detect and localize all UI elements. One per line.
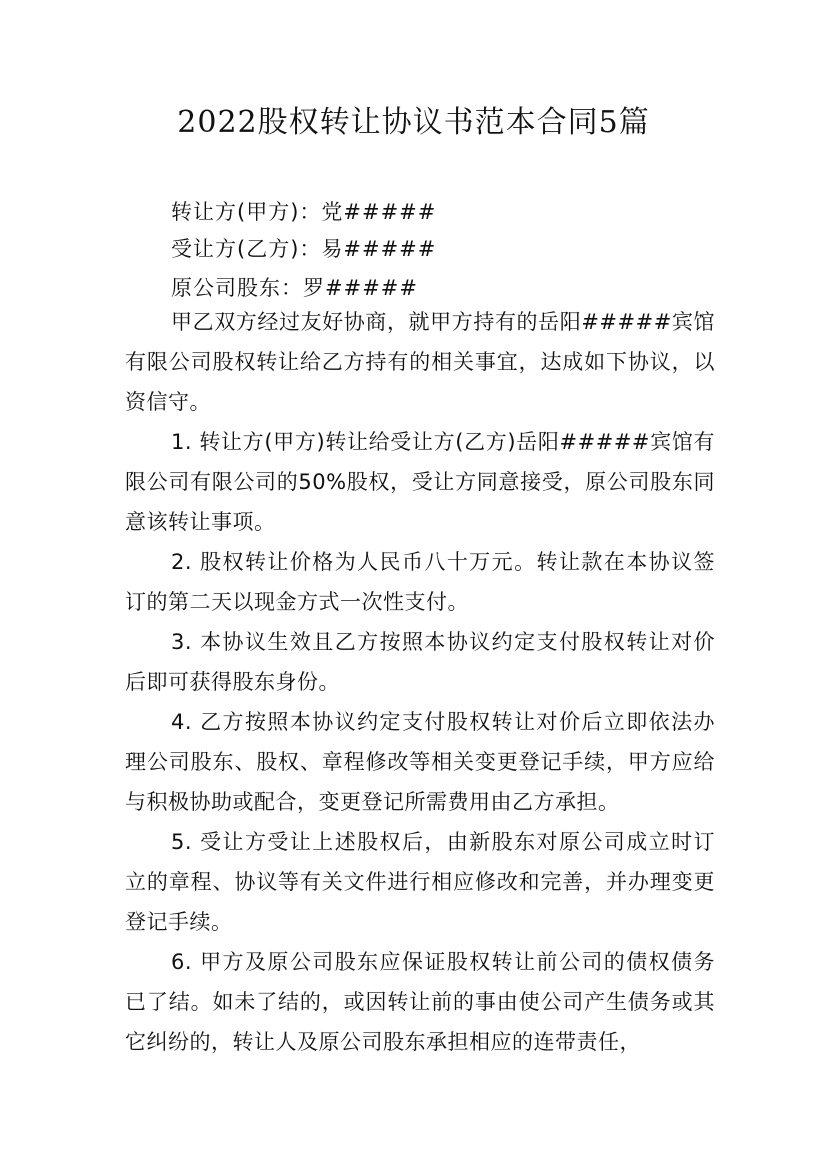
transferor-line: 转让方(甲方)：党##### (171, 200, 437, 224)
clause-5-paragraph: 5. 受让方受让上述股权后，由新股东对原公司成立时订立的章程、协议等有关文件进行相应修改和完善，并办理变更登记手续。 (125, 830, 715, 934)
original-shareholder-line: 原公司股东：罗##### (171, 276, 418, 300)
clause-4-paragraph: 4. 乙方按照本协议约定支付股权转让对价后立即依法办理公司股东、股权、章程修改等相关变更登记手续，甲方应给与积极协助或配合，变更登记所需费用由乙方承担。 (125, 710, 715, 814)
document-body (125, 302, 715, 1062)
clause-3-paragraph: 3. 本协议生效且乙方按照本协议约定支付股权转让对价后即可获得股东身份。 (125, 630, 715, 694)
clause-2-paragraph: 2. 股权转让价格为人民币八十万元。转让款在本协议签订的第二天以现金方式一次性支付。 (125, 550, 715, 614)
clause-1-paragraph: 1. 转让方(甲方)转让给受让方(乙方)岳阳#####宾馆有限公司有限公司的50%股权，受让方同意接受，原公司股东同意该转让事项。 (125, 430, 715, 534)
clause-6-paragraph: 6. 甲方及原公司股东应保证股权转让前公司的债权债务已了结。如未了结的，或因转让前的事由使公司产生债务或其它纠纷的，转让人及原公司股东承担相应的连带责任， (125, 950, 715, 1054)
document-title: 2022股权转让协议书范本合同5篇 (177, 105, 650, 140)
intro-paragraph: 甲乙双方经过友好协商，就甲方持有的岳阳#####宾馆有限公司股权转让给乙方持有的相关事宜，达成如下协议，以资信守。 (125, 310, 715, 414)
transferee-line: 受让方(乙方)：易##### (171, 237, 437, 261)
